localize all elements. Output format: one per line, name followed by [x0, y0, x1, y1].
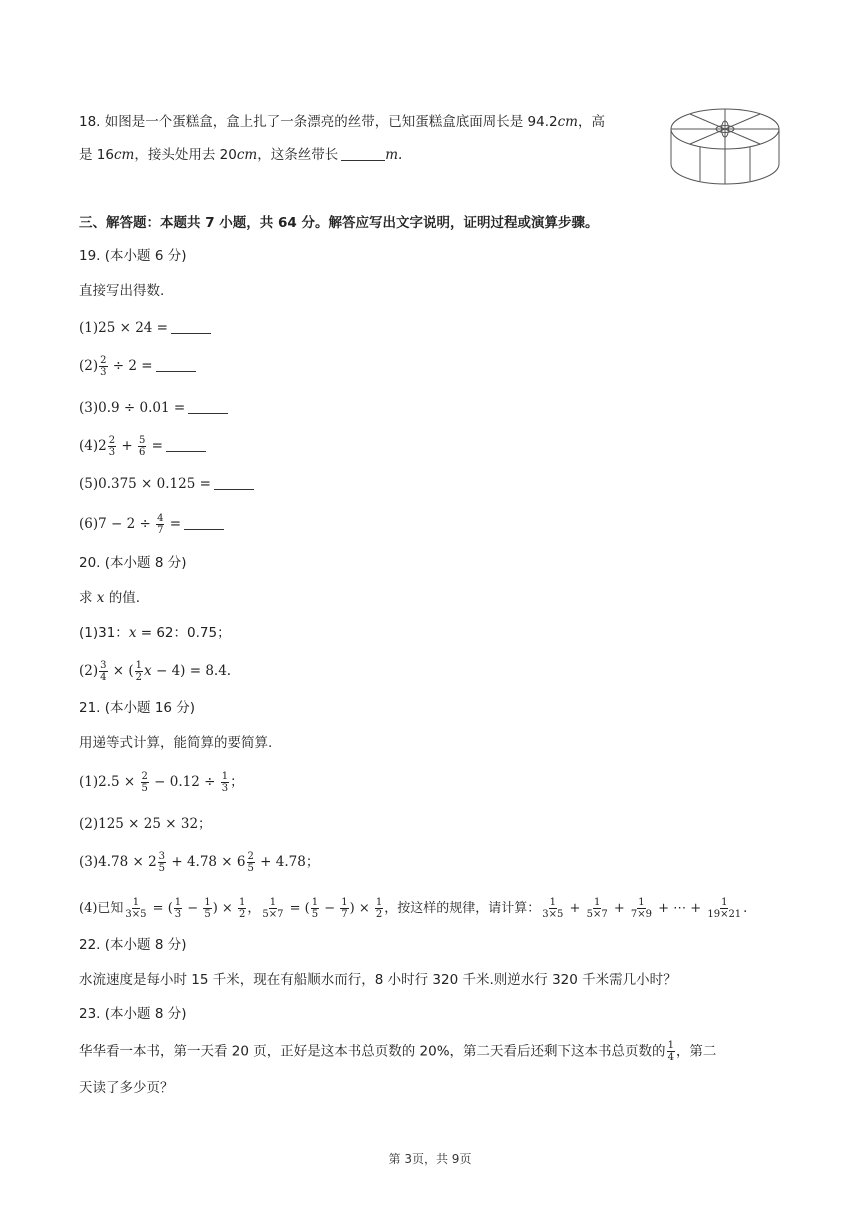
q21-header: 21. (本小题 16 分)	[79, 700, 196, 716]
q21-item-4: (4)已知 $\frac{1}{3\times 5}$ = ( $\frac{1}{3}$ − $\frac{1}{5}$ ) × $\frac{1}{2}$ ， $\frac{1}{5\times 7}$ = ( $\frac{1}{5}$ − $\frac{1}{7}$ ) × $\frac{1}{2}$ ，按这样的规律，请计算： $\frac{1}{3\times 5}$ + $\frac{1}{5\times 7}$ + $\frac{1}{7\times 9}$ + ⋯ + $\frac{1}{19\times 21}$ .	[79, 897, 748, 920]
q18-line1: 18. 如图是一个蛋糕盒，盒上扎了一条漂亮的丝带，已知蛋糕盒底面周长是 94.2cm，高	[79, 114, 605, 130]
q19-item-6: (6)7 − 2 ÷ $\frac{4}{7}$ =	[79, 513, 224, 536]
q19-header: 19. (本小题 6 分)	[79, 248, 187, 264]
page-footer: 第 3页，共 9页	[388, 1152, 472, 1166]
q20-item-2: (2) $\frac{3}{4}$ × ( $\frac{1}{2}$ x − 4) = 8.4.	[79, 660, 232, 683]
q19-item-2: (2) $\frac{2}{3}$ ÷ 2 =	[79, 355, 196, 378]
q20-prompt: 求 x 的值.	[79, 590, 141, 606]
q21-prompt: 用递等式计算，能简算的要简算.	[79, 735, 273, 751]
q22-text: 水流速度是每小时 15 千米，现在有船顺水而行，8 小时行 320 千米.则逆水行 320 千米需几小时？	[79, 972, 677, 988]
q23-text-line2: 天读了多少页？	[79, 1080, 174, 1096]
q19-prompt: 直接写出得数.	[79, 283, 165, 299]
q20-item-1: (1)31：x = 62：0.75；	[79, 625, 231, 641]
q19-item-5: (5)0.375 × 0.125 =	[79, 474, 254, 494]
q22-header: 22. (本小题 8 分)	[79, 937, 187, 953]
q18-line2: 是 16cm，接头处用去 20cm，这条丝带长 m.	[79, 147, 403, 163]
q21-item-3: (3)4.78 × 2 $\frac{3}{5}$ + 4.78 × 6 $\frac{2}{5}$ + 4.78；	[79, 851, 320, 874]
cake-box-figure	[668, 102, 782, 188]
answer-blank	[341, 146, 385, 161]
q20-header: 20. (本小题 8 分)	[79, 555, 187, 571]
q19-item-1: (1)25 × 24 =	[79, 318, 211, 338]
q21-item-2: (2)125 × 25 × 32；	[79, 816, 212, 832]
section-title: 三、解答题：本题共 7 小题，共 64 分。解答应写出文字说明，证明过程或演算步骤。	[79, 215, 599, 231]
q19-item-3: (3)0.9 ÷ 0.01 =	[79, 398, 228, 418]
q23-header: 23. (本小题 8 分)	[79, 1006, 187, 1022]
q19-item-4: (4)2 $\frac{2}{3}$ + $\frac{5}{6}$ =	[79, 435, 206, 458]
q23-text-line1: 华华看一本书，第一天看 20 页，正好是这本书总页数的 20%，第二天看后还剩下这本书总页数的 $\frac{1}{4}$ ，第二	[79, 1040, 717, 1063]
q21-item-1: (1)2.5 × $\frac{2}{5}$ − 0.12 ÷ $\frac{1}{3}$ ；	[79, 771, 244, 794]
